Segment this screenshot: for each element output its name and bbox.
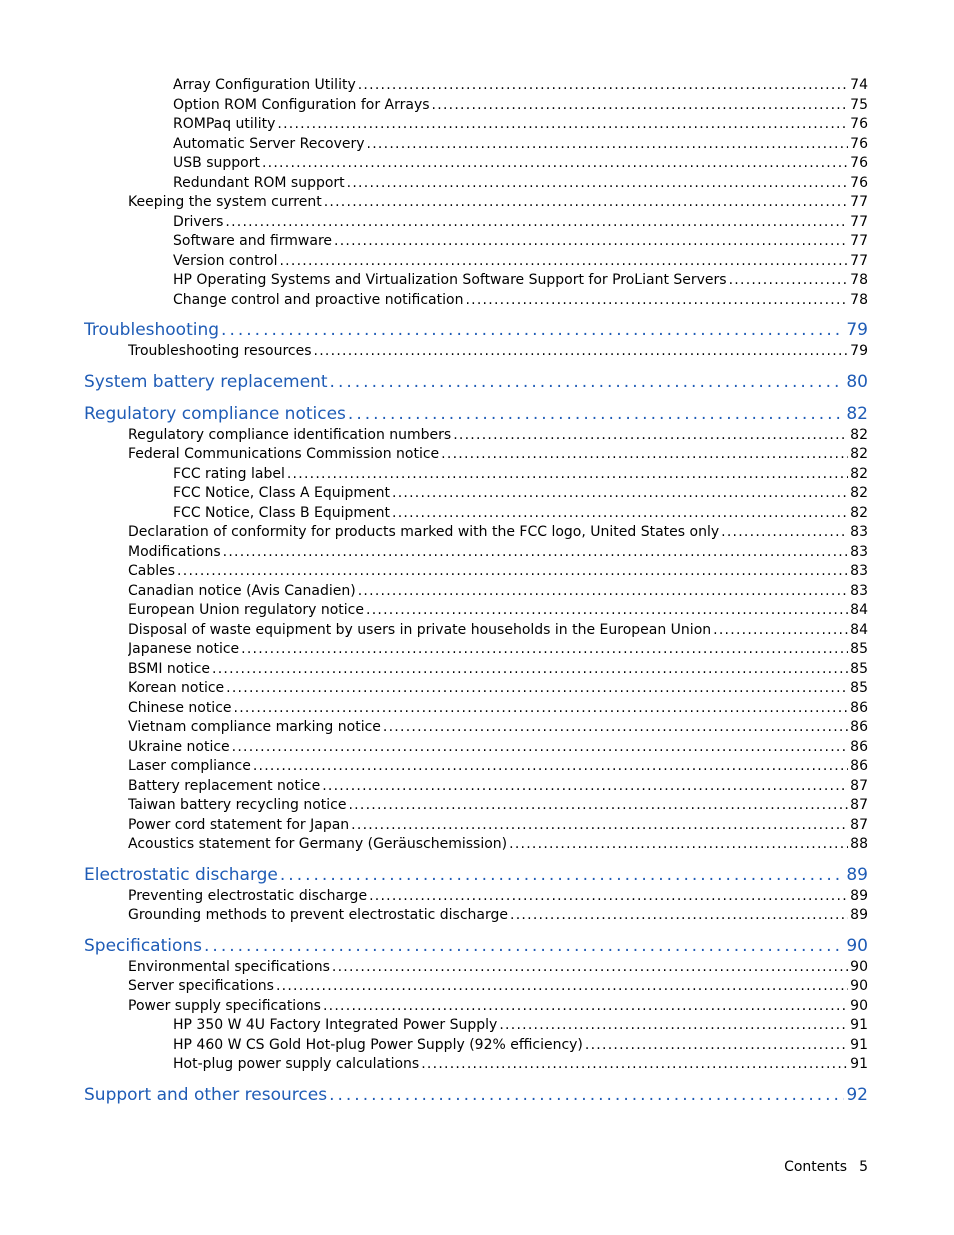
- toc-entry-page: 89: [850, 887, 868, 904]
- toc-entry-page: 87: [850, 797, 868, 813]
- dot-leader: [329, 1084, 844, 1106]
- toc-entry-title: Electrostatic discharge: [84, 864, 278, 885]
- dot-leader: [347, 174, 849, 192]
- toc-chapter-link[interactable]: [84, 403, 868, 425]
- dot-leader: [276, 977, 848, 995]
- toc-entry-link[interactable]: [128, 757, 868, 775]
- toc-entry-title: FCC Notice, Class A Equipment: [173, 485, 390, 501]
- toc-chapter-link[interactable]: [84, 319, 868, 341]
- toc-entry-page: 74: [850, 77, 868, 93]
- dot-leader: [323, 997, 848, 1015]
- dot-leader: [287, 465, 848, 483]
- dot-leader: [351, 816, 848, 834]
- toc-entry-page: 86: [850, 738, 868, 755]
- dot-leader: [392, 504, 848, 522]
- toc-entry-link[interactable]: [128, 958, 868, 976]
- toc-entry-link[interactable]: [128, 777, 868, 795]
- toc-entry-link[interactable]: [128, 679, 868, 697]
- toc-entry-page: 92: [846, 1084, 868, 1105]
- dot-leader: [366, 601, 848, 619]
- dot-leader: [721, 523, 848, 541]
- toc-entry-page: 79: [850, 343, 868, 359]
- toc-entry-page: 91: [850, 1036, 868, 1053]
- toc-entry-page: 76: [850, 135, 868, 152]
- toc-entry-title: Array Configuration Utility: [173, 77, 356, 93]
- toc-entry-link[interactable]: [173, 96, 868, 114]
- toc-entry-link[interactable]: [128, 640, 868, 658]
- dot-leader: [713, 621, 848, 639]
- dot-leader: [279, 252, 848, 270]
- dot-leader: [392, 484, 848, 502]
- toc-entry-link[interactable]: [173, 1016, 868, 1034]
- toc-entry-title: Battery replacement notice: [128, 777, 321, 794]
- toc-entry-title: Hot-plug power supply calculations: [173, 1056, 420, 1072]
- toc-entry-link[interactable]: [128, 543, 868, 561]
- dot-leader: [177, 562, 848, 580]
- toc-entry-page: 82: [846, 403, 868, 424]
- toc-entry-title: Power supply specifications: [128, 997, 321, 1014]
- toc-entry-title: Preventing electrostatic discharge: [128, 887, 368, 904]
- toc-entry-link[interactable]: [128, 906, 868, 924]
- toc-entry-title: Version control: [173, 252, 278, 269]
- dot-leader: [332, 958, 848, 976]
- toc-entry-title: Japanese notice: [128, 641, 240, 657]
- toc-entry-title: Redundant ROM support: [173, 174, 345, 191]
- toc-entry-page: 86: [850, 719, 868, 735]
- dot-leader: [221, 319, 844, 341]
- toc-entry-title: Troubleshooting resources: [128, 343, 312, 359]
- dot-leader: [234, 699, 849, 717]
- toc-entry-link[interactable]: [173, 213, 868, 231]
- toc-entry-link[interactable]: [128, 601, 868, 619]
- toc-entry-link[interactable]: [128, 816, 868, 834]
- toc-entry-link[interactable]: [173, 232, 868, 250]
- toc-entry-title: Automatic Server Recovery: [173, 135, 365, 152]
- toc-entry-link[interactable]: [173, 174, 868, 192]
- toc-entry-link[interactable]: [128, 997, 868, 1015]
- dot-leader: [441, 445, 848, 463]
- toc-entry-link[interactable]: [173, 484, 868, 502]
- dot-leader: [330, 371, 845, 393]
- toc-entry-link[interactable]: [128, 977, 868, 995]
- toc-entry-page: 90: [850, 997, 868, 1014]
- toc-entry-page: 76: [850, 174, 868, 191]
- toc-entry-link[interactable]: [128, 445, 868, 463]
- toc-entry-title: Modifications: [128, 543, 221, 560]
- toc-entry-title: Korean notice: [128, 680, 225, 696]
- dot-leader: [232, 738, 849, 756]
- page-footer: [784, 1158, 868, 1176]
- toc-entry-page: 89: [850, 907, 868, 923]
- toc-entry-title: Regulatory compliance identification numbers: [128, 426, 452, 443]
- toc-entry-page: 76: [850, 155, 868, 171]
- dot-leader: [241, 640, 848, 658]
- toc-entry-page: 83: [850, 582, 868, 599]
- toc-entry-page: 75: [850, 96, 868, 113]
- dot-leader: [729, 271, 849, 289]
- toc-entry-title: Declaration of conformity for products marked with the FCC logo, United States only: [128, 524, 720, 540]
- dot-leader: [334, 232, 848, 250]
- toc-entry-link[interactable]: [173, 465, 868, 483]
- toc-entry-title: Vietnam compliance marking notice: [128, 719, 381, 735]
- toc-entry-title: Cables: [128, 563, 176, 579]
- dot-leader: [358, 76, 848, 94]
- toc-entry-title: Drivers: [173, 213, 224, 230]
- dot-leader: [499, 1016, 848, 1034]
- toc-entry-title: Change control and proactive notification: [173, 291, 464, 308]
- toc-entry-title: Troubleshooting: [84, 320, 220, 340]
- toc-entry-title: Support and other resources: [84, 1084, 328, 1105]
- toc-entry-title: Option ROM Configuration for Arrays: [173, 96, 430, 113]
- toc-entry-page: 85: [850, 641, 868, 657]
- toc-entry-link[interactable]: [173, 135, 868, 153]
- toc-entry-page: 79: [846, 320, 868, 340]
- dot-leader: [225, 213, 848, 231]
- toc-entry-link[interactable]: [173, 1036, 868, 1054]
- toc-entry-page: 76: [850, 116, 868, 132]
- toc-entry-page: 91: [850, 1017, 868, 1033]
- dot-leader: [348, 796, 848, 814]
- toc-entry-page: 77: [850, 213, 868, 230]
- toc-entry-link[interactable]: [128, 582, 868, 600]
- dot-leader: [322, 777, 848, 795]
- dot-leader: [280, 864, 844, 886]
- toc-entry-link[interactable]: [173, 115, 868, 133]
- toc-entry-link[interactable]: [128, 699, 868, 717]
- toc-entry-link[interactable]: [128, 738, 868, 756]
- toc-entry-link[interactable]: [128, 342, 868, 360]
- toc-entry-link[interactable]: [173, 271, 868, 289]
- toc-entry-link[interactable]: [128, 718, 868, 736]
- dot-leader: [509, 835, 848, 853]
- toc-entry-title: HP Operating Systems and Virtualization Software Support for ProLiant Servers: [173, 272, 727, 288]
- toc-entry-page: 80: [846, 371, 868, 392]
- toc-entry-link[interactable]: [173, 291, 868, 309]
- toc-chapter-link[interactable]: [84, 1084, 868, 1106]
- toc-entry-title: BSMI notice: [128, 660, 211, 677]
- dot-leader: [253, 757, 848, 775]
- dot-leader: [223, 543, 849, 561]
- toc-entry-link[interactable]: [128, 835, 868, 853]
- toc-entry-link[interactable]: [128, 426, 868, 444]
- dot-leader: [277, 115, 848, 133]
- toc-entry-title: Server specifications: [128, 978, 274, 994]
- toc-entry-title: ROMPaq utility: [173, 116, 276, 132]
- toc-chapter-link[interactable]: [84, 371, 868, 393]
- toc-entry-title: HP 350 W 4U Factory Integrated Power Supply: [173, 1017, 498, 1033]
- toc-chapter-link[interactable]: [84, 935, 868, 957]
- toc-entry-page: 82: [850, 504, 868, 521]
- toc-entry-link[interactable]: [128, 193, 868, 211]
- toc-entry-title: Software and firmware: [173, 233, 333, 249]
- dot-leader: [432, 96, 849, 114]
- dot-leader: [383, 718, 848, 736]
- dot-leader: [465, 291, 848, 309]
- toc-entry-page: 83: [850, 524, 868, 540]
- toc-entry-page: 82: [850, 426, 868, 443]
- toc-entry-page: 83: [850, 543, 868, 560]
- toc-entry-title: Chinese notice: [128, 699, 232, 716]
- toc-entry-page: 90: [846, 935, 868, 956]
- toc-entry-page: 77: [850, 194, 868, 210]
- toc-entry-link[interactable]: [128, 562, 868, 580]
- toc-entry-link[interactable]: [173, 252, 868, 270]
- toc-entry-page: 88: [850, 836, 868, 852]
- toc-entry-page: 82: [850, 465, 868, 482]
- toc-entry-title: System battery replacement: [84, 371, 328, 392]
- dot-leader: [369, 887, 848, 905]
- toc-entry-title: Ukraine notice: [128, 738, 230, 755]
- toc-entry-link[interactable]: [173, 154, 868, 172]
- toc-entry-title: USB support: [173, 155, 260, 171]
- toc-entry-page: 87: [850, 816, 868, 833]
- dot-leader: [585, 1036, 848, 1054]
- toc-entry-page: 83: [850, 563, 868, 579]
- toc-chapter-link[interactable]: [84, 864, 868, 886]
- toc-entry-title: Environmental specifications: [128, 958, 330, 975]
- toc-entry-page: 91: [850, 1056, 868, 1072]
- dot-leader: [212, 660, 848, 678]
- toc-entry-title: Acoustics statement for Germany (Geräuschemission): [128, 836, 508, 852]
- dot-leader: [358, 582, 848, 600]
- dot-leader: [204, 935, 844, 957]
- toc-entry-title: Grounding methods to prevent electrostatic discharge: [128, 907, 509, 923]
- toc-entry-page: 86: [850, 758, 868, 774]
- dot-leader: [314, 342, 849, 360]
- toc-entry-page: 84: [850, 621, 868, 638]
- toc-entry-title: FCC rating label: [173, 465, 285, 482]
- toc-entry-link[interactable]: [128, 621, 868, 639]
- toc-entry-page: 84: [850, 602, 868, 618]
- toc-entry-page: 77: [850, 252, 868, 269]
- toc-entry-title: Power cord statement for Japan: [128, 816, 350, 833]
- toc-entry-page: 85: [850, 660, 868, 677]
- dot-leader: [324, 193, 848, 211]
- toc-entry-page: 86: [850, 699, 868, 716]
- toc-entry-page: 90: [850, 978, 868, 994]
- toc-entry-link[interactable]: [173, 76, 868, 94]
- toc-entry-title: Taiwan battery recycling notice: [128, 797, 347, 813]
- toc-entry-page: 82: [850, 485, 868, 501]
- dot-leader: [262, 154, 848, 172]
- toc-entry-title: Keeping the system current: [128, 194, 322, 210]
- dot-leader: [348, 403, 844, 425]
- dot-leader: [367, 135, 849, 153]
- toc-entry-page: 78: [850, 291, 868, 308]
- dot-leader: [510, 906, 848, 924]
- toc-entry-title: Canadian notice (Avis Canadien): [128, 582, 356, 599]
- toc-entry-title: Laser compliance: [128, 758, 251, 774]
- toc-entry-link[interactable]: [128, 796, 868, 814]
- toc-entry-page: 87: [850, 777, 868, 794]
- toc-entry-link[interactable]: [128, 523, 868, 541]
- toc-entry-link[interactable]: [173, 504, 868, 522]
- toc-entry-page: 89: [846, 864, 868, 885]
- toc-entry-title: Regulatory compliance notices: [84, 403, 346, 424]
- toc-entry-title: FCC Notice, Class B Equipment: [173, 504, 391, 521]
- toc-entry-page: 90: [850, 958, 868, 975]
- dot-leader: [421, 1055, 848, 1073]
- toc-entry-title: Federal Communications Commission notice: [128, 446, 440, 462]
- toc-entry-page: 82: [850, 446, 868, 462]
- toc-entry-title: European Union regulatory notice: [128, 602, 364, 618]
- toc-entry-page: 78: [850, 272, 868, 288]
- footer-page-number: 5: [859, 1159, 868, 1175]
- toc-entry-link[interactable]: [173, 1055, 868, 1073]
- dot-leader: [453, 426, 848, 444]
- toc-entry-title: Specifications: [84, 935, 203, 956]
- toc-entry-link[interactable]: [128, 887, 868, 905]
- dot-leader: [226, 679, 848, 697]
- toc-entry-link[interactable]: [128, 660, 868, 678]
- toc-entry-page: 77: [850, 233, 868, 249]
- toc-entry-title: Disposal of waste equipment by users in private households in the European Union: [128, 621, 712, 638]
- toc-entry-title: HP 460 W CS Gold Hot-plug Power Supply (92% efficiency): [173, 1036, 583, 1053]
- toc-entry-page: 85: [850, 680, 868, 696]
- footer-label: Contents: [784, 1159, 848, 1175]
